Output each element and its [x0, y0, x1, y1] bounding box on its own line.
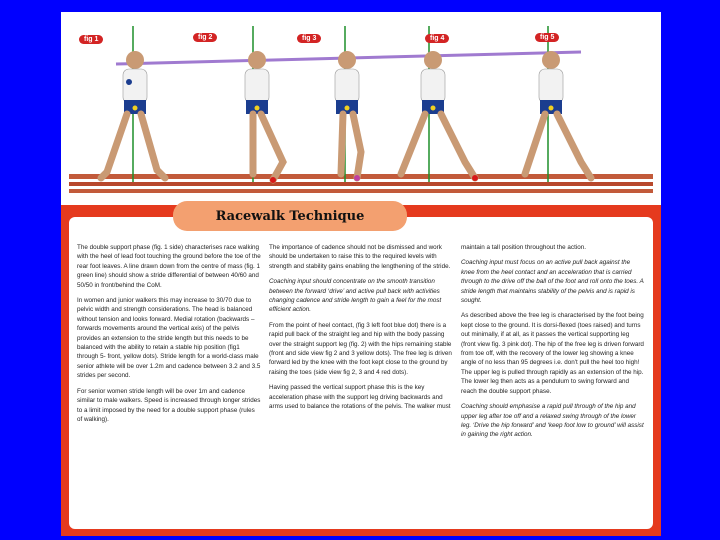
race-walker-photo-sequence	[61, 12, 661, 200]
slide-sheet	[61, 12, 661, 536]
paragraph: From the point of heel contact, (fig 3 left foot blue dot) there is a rapid pull back of the straight leg and hip with the body passing over the straight support leg (fig. 2) with the hips remaining stable (front and side view fig 2 and 3 yellow dots). The free leg is driven forward led by the knee with the foot kept close to the ground by raising the toes (side view fig 2, 3 and 4 red dots).	[269, 321, 452, 376]
fig-label: fig 3	[297, 34, 321, 43]
paragraph: In women and junior walkers this may increase to 30/70 due to pelvic width and strength considerations. The head is balanced without tension and looks forward. Medial rotation (backwards – forwards movements around the vertical axis) of the pelvis provides an extension to the stride length but this needs to be balanced with the ability to retain a stable hip position (fig1 through 5- front, yellow dots). Stride length for a world-class male senior athlete will be over 1.2m and cadence between 3.2 and 3.5 strides per second.	[77, 297, 261, 380]
technique-panel	[61, 205, 661, 536]
paragraph: The importance of cadence should not be dismissed and work should be undertaken to raise this to the required levels with strength and stability gains enabling the lengthening of the stride.	[269, 244, 451, 270]
walker-figure	[245, 51, 283, 183]
track-stripe	[69, 189, 653, 193]
technique-text-area	[69, 217, 653, 529]
walker-figure	[335, 51, 361, 181]
fig-label: fig 5	[535, 33, 559, 42]
fig-label: fig 1	[79, 35, 103, 44]
paragraph: As described above the free leg is characterised by the foot being kept close to the ground. It is dorsi-flexed (toes raised) and turns out minimally, if at all, as it passes the vertical supporting leg (front view fig. 3 pink dot). The hip of the free leg is driven forward from toe off, with the recovery of the lower leg showing a knee angle of no less than 95 degrees i.e. don't pull the heel too high! The upper leg is pulled through rapidly as an extension of the hip. The lower leg then acts as a pendulum to swing forward and reach the double support phase.	[461, 312, 644, 395]
coaching-paragraph: Coaching input must focus on an active pull back against the knee from the heel contact and an acceleration that is carried through to the drive off the ball of the foot and roll onto the toes. A stride length that maintains stability of the pelvis and is rapid is sought.	[461, 259, 644, 305]
walker-figures-illustration	[61, 12, 661, 200]
track-stripe	[69, 182, 653, 186]
coaching-paragraph: Coaching input should concentrate on the smooth transition between the forward ‘drive’ and active pull back with activities changing cadence and stride length to gain a feel for the most efficient action.	[269, 278, 442, 314]
paragraph: For senior women stride length will be over 1m and cadence similar to male walkers. Speed is increased through longer strides to a limit imposed by the need for a double support phase (rules of walking).	[77, 387, 261, 423]
text-column-3	[461, 243, 645, 446]
coaching-paragraph: Coaching should emphasise a rapid pull through of the hip and upper leg after toe off and a relaxed swing through of the lower leg. ‘Drive the hip forward’ and ‘keep foot low to ground’ will assist in gaining the right action.	[461, 403, 644, 439]
paragraph: Having passed the vertical support phase this is the key acceleration phase with the support leg driving backwards and arms used to balance the rotations of the pelvis. The walker must	[269, 384, 451, 411]
fig-label: fig 2	[193, 33, 217, 42]
page-title: Racewalk Technique	[215, 208, 365, 224]
walker-figure	[525, 51, 591, 178]
walker-figure	[401, 51, 478, 181]
title-banner	[173, 201, 407, 231]
paragraph: The double support phase (fig. 1 side) characterises race walking with the heel of lead foot touching the ground before the toe of the rear foot leaves. A line drawn down from the centre of mass (fig. 1 green line) should show a stride differential of between 40/60 and 50/50 in front/behind the CoM.	[77, 244, 261, 289]
text-column-1	[77, 243, 261, 430]
fig-label: fig 4	[425, 34, 449, 43]
text-column-2	[269, 243, 453, 418]
paragraph: maintain a tall position throughout the action.	[461, 244, 586, 251]
